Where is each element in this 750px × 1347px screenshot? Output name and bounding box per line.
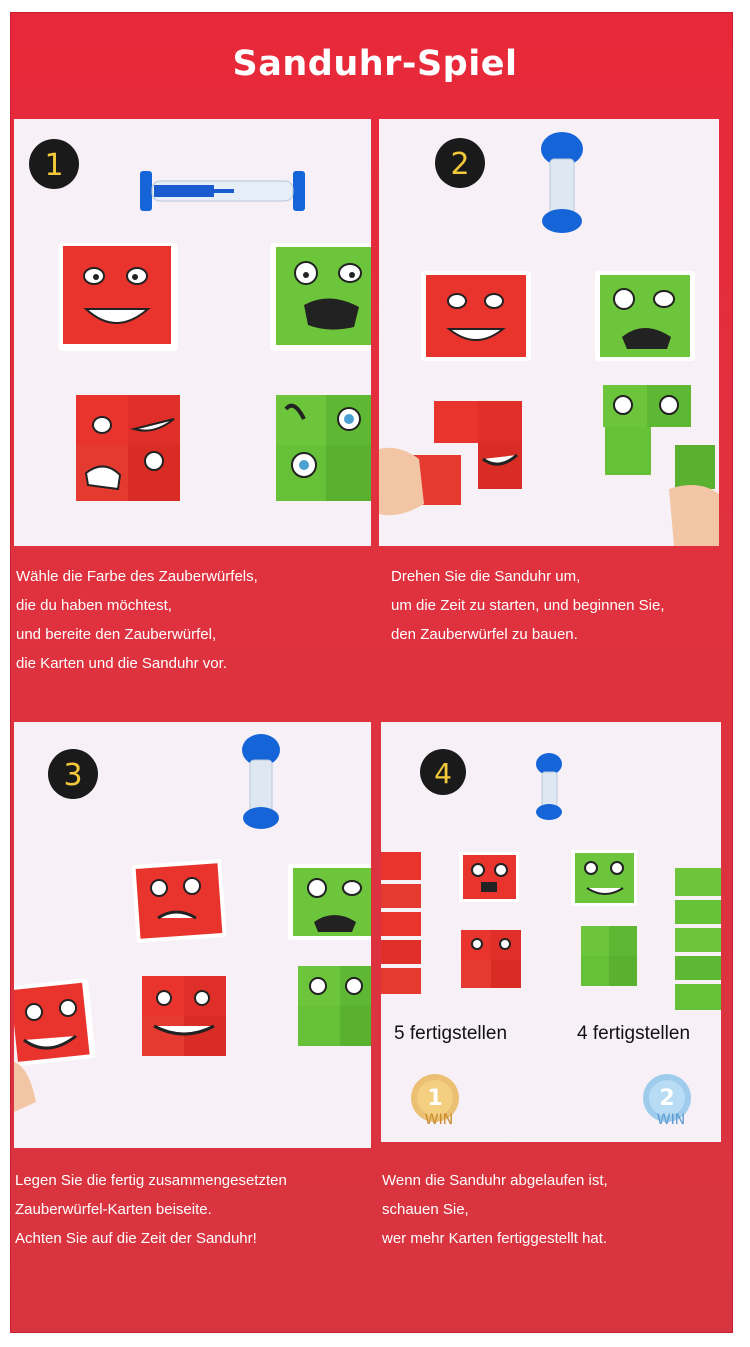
red-face-card: [58, 243, 178, 351]
svg-text:2: 2: [450, 147, 470, 182]
step-4-photo: [381, 722, 721, 1142]
caption-line: den Zauberwürfel zu bauen.: [391, 626, 578, 643]
caption-line: schauen Sie,: [382, 1201, 469, 1218]
green-cards-stack: [675, 868, 721, 1010]
caption-line: um die Zeit zu starten, und beginnen Sie,: [391, 597, 665, 614]
green-face-card: [595, 271, 695, 361]
hourglass-icon: [536, 753, 562, 820]
svg-text:2: 2: [659, 1086, 675, 1111]
caption-line: und bereite den Zauberwürfel,: [16, 626, 217, 643]
red-cube-stack: [409, 401, 522, 505]
green-face-card: [288, 864, 371, 940]
result-label-2: 4 fertigstellen: [577, 1023, 691, 1044]
caption-line: die Karten und die Sanduhr vor.: [16, 655, 227, 672]
svg-text:4: 4: [434, 757, 452, 790]
red-cube-stack: [142, 976, 226, 1056]
hourglass-icon: [541, 132, 583, 233]
step-2-photo: [379, 119, 719, 546]
green-cube-stack: [603, 385, 715, 489]
gold-medal-icon: [411, 1074, 459, 1128]
caption-line: Wähle die Farbe des Zauberwürfels,: [16, 568, 258, 585]
step-badge-1: [29, 139, 79, 189]
red-cards-stack: [381, 852, 421, 994]
step-1-photo: [14, 119, 371, 546]
step-3-caption: [15, 1166, 287, 1253]
silver-medal-icon: [643, 1074, 691, 1128]
step-2-caption: [391, 562, 665, 649]
caption-line: Achten Sie auf die Zeit der Sanduhr!: [15, 1230, 257, 1247]
page-title: Sanduhr-Spiel: [232, 44, 518, 84]
green-cube-stack: [298, 966, 371, 1046]
result-label-1: 5 fertigstellen: [394, 1023, 508, 1044]
hourglass-icon: [242, 734, 280, 829]
caption-line: Legen Sie die fertig zusammengesetzten: [15, 1172, 287, 1189]
hand-left: [379, 448, 424, 516]
caption-line: wer mehr Karten fertiggestellt hat.: [382, 1230, 608, 1247]
hand-right: [669, 485, 719, 546]
red-face-card: [459, 852, 519, 902]
step-badge-2: [435, 138, 485, 188]
step-badge-3: [48, 749, 98, 799]
step-badge-4: [420, 749, 466, 795]
caption-line: Wenn die Sanduhr abgelaufen ist,: [382, 1172, 608, 1189]
step-3-photo: [14, 722, 371, 1148]
red-cube-stack: [461, 930, 521, 988]
green-face-card: [270, 243, 371, 351]
hourglass-icon: [140, 171, 305, 211]
green-cube-stack: [581, 926, 637, 986]
svg-text:WIN: WIN: [424, 1112, 454, 1128]
green-cube-stack: [276, 395, 371, 501]
green-face-card: [571, 850, 637, 906]
red-face-card: [421, 271, 531, 361]
step-4-caption: [382, 1166, 608, 1253]
caption-line: Zauberwürfel-Karten beiseite.: [15, 1201, 212, 1218]
red-face-card-hand: [14, 978, 96, 1112]
svg-text:3: 3: [63, 758, 83, 793]
svg-text:WIN: WIN: [656, 1112, 686, 1128]
svg-text:1: 1: [44, 148, 64, 183]
svg-text:1: 1: [427, 1086, 443, 1111]
caption-line: die du haben möchtest,: [16, 597, 172, 614]
caption-line: Drehen Sie die Sanduhr um,: [391, 568, 581, 585]
step-1-caption: [16, 562, 258, 678]
red-face-card: [131, 859, 226, 943]
red-cube-stack: [76, 395, 180, 501]
